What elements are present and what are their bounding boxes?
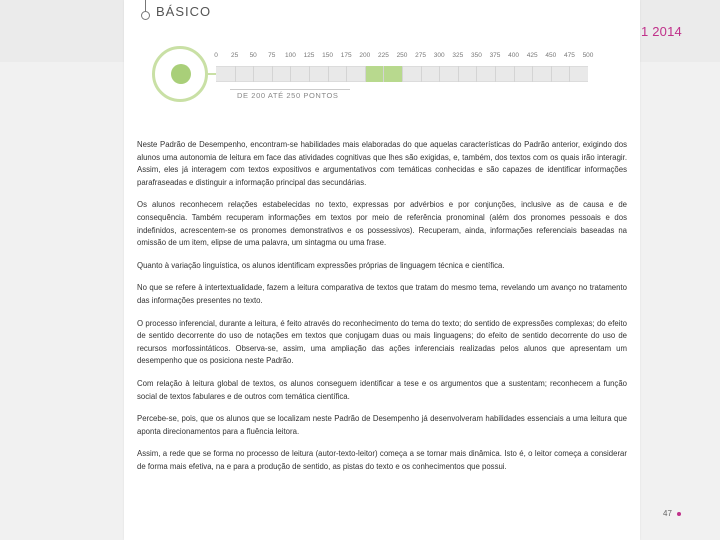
scale-gridline [532, 66, 533, 82]
paragraph: O processo inferencial, durante a leitura, é feito através do reconhecimento do tema do texto; do sentido de expressões complexas; do efeito de sentido decorrente do uso de notações em textos que conjugam duas ou mais linguagens; do efeito de sentido decorrente do uso de recursos morfossintáticos. Observa-se, assim, uma ampliação das ações inferenciais realizadas pelos alunos que apresentam um desempenho que os posiciona neste Padrão. [137, 318, 627, 366]
scale-gridline [253, 66, 254, 82]
scale-tick-label: 250 [396, 52, 408, 59]
paragraph: Assim, a rede que se forma no processo de leitura (autor-texto-leitor) começa a se tornar mais dinâmica. Isto é, o leitor começa a considerar de forma mais efetiva, na e para a produção de sentido, as pistas do texto e os conhecimentos que possui. [137, 449, 627, 471]
scale-gridline [290, 66, 291, 82]
scale-tick-label: 175 [340, 52, 352, 59]
level-title: BÁSICO [156, 4, 212, 19]
scale-gridline [272, 66, 273, 82]
scale-gridline [309, 66, 310, 82]
paragraph: No que se refere à intertextualidade, fazem a leitura comparativa de textos que tratam do mesmo tema, revelando um avanço no tratamento das informações presentes no texto. [137, 283, 627, 305]
page-number: 47 [663, 509, 672, 518]
range-note: DE 200 ATÉ 250 PONTOS [237, 91, 339, 100]
scale-gridline [569, 66, 570, 82]
scale-gridline [514, 66, 515, 82]
scale-tick-label: 375 [489, 52, 501, 59]
paragraph: Os alunos reconhecem relações estabelecidas no texto, expressas por advérbios e por conjunções, inclusive as de causa e de consequência. Também recuperam informações em textos por meio de referência pronominal (além dos pronomes pessoais e dos indefinidos, acrescentem-se os pronomes demonstrativos e os possessivos). Recuperam, ainda, informações referenciais baseadas na omissão de um item, elipse de uma palavra, um sintagma ou uma frase. [137, 200, 627, 248]
scale-tick-label: 275 [415, 52, 427, 59]
scale-gridline [383, 66, 384, 82]
scale-gridline [346, 66, 347, 82]
paragraph: Percebe-se, pois, que os alunos que se localizam neste Padrão de Desempenho já desenvolveram habilidades essenciais a uma leitura que aponta direcionamentos para a fluência leitora. [137, 414, 627, 436]
page-number-dot [677, 512, 681, 516]
scale-tick-label: 150 [322, 52, 334, 59]
range-underline [230, 89, 350, 90]
scale-tick-label: 325 [452, 52, 464, 59]
right-margin [640, 62, 720, 540]
paragraph: Quanto à variação linguística, os alunos identificam expressões próprias de linguagem técnica e científica. [137, 260, 505, 270]
scale-tick-label: 100 [284, 52, 296, 59]
scale-tick-label: 200 [359, 52, 371, 59]
paragraph: Neste Padrão de Desempenho, encontram-se habilidades mais elaboradas do que aquelas características do Padrão anterior, exigindo dos alunos uma autonomia de leitura em face das atividades cognitivas que lhes são exigidas, e, também, dos textos com os quais irão interagir. Assim, eles já interagem com textos expositivos e argumentativos com temáticas conhecidas e são capazes de identificar informações parafraseadas e distinguir a informação principal das secundárias. [137, 140, 627, 187]
scale-tick-label: 0 [214, 52, 218, 59]
document-body [137, 139, 627, 483]
header-year: 1 2014 [641, 24, 682, 39]
scale-gridline [458, 66, 459, 82]
scale-gridline [402, 66, 403, 82]
scale-tick-label: 25 [230, 52, 239, 59]
scale-tick-label: 475 [563, 52, 575, 59]
scale-gridline [328, 66, 329, 82]
scale-tick-label: 75 [268, 52, 276, 59]
level-pin-dot [141, 11, 150, 20]
scale-tick-label: 350 [470, 52, 482, 59]
level-gauge-dot [171, 64, 191, 84]
scale-tick-label: 50 [249, 52, 257, 59]
scale-gridline [235, 66, 236, 82]
proficiency-scale [214, 52, 594, 92]
scale-gridline [439, 66, 440, 82]
scale-tick-label: 450 [545, 52, 557, 59]
scale-gridline [365, 66, 366, 82]
scale-gridline [421, 66, 422, 82]
scale-tick-label: 500 [582, 52, 594, 59]
scale-gridline [551, 66, 552, 82]
scale-gridline [495, 66, 496, 82]
scale-tick-label: 125 [303, 52, 315, 59]
scale-tick-label: 400 [508, 52, 520, 59]
scale-tick-label: 300 [433, 52, 445, 59]
scale-gridline [476, 66, 477, 82]
scale-tick-label: 225 [377, 52, 389, 59]
paragraph: Com relação à leitura global de textos, os alunos conseguem identificar a tese e os argumentos que a sustentam; reconhecem a função social de textos fabulares e de outros com temática científica. [137, 378, 627, 401]
scale-tick-label: 425 [526, 52, 538, 59]
